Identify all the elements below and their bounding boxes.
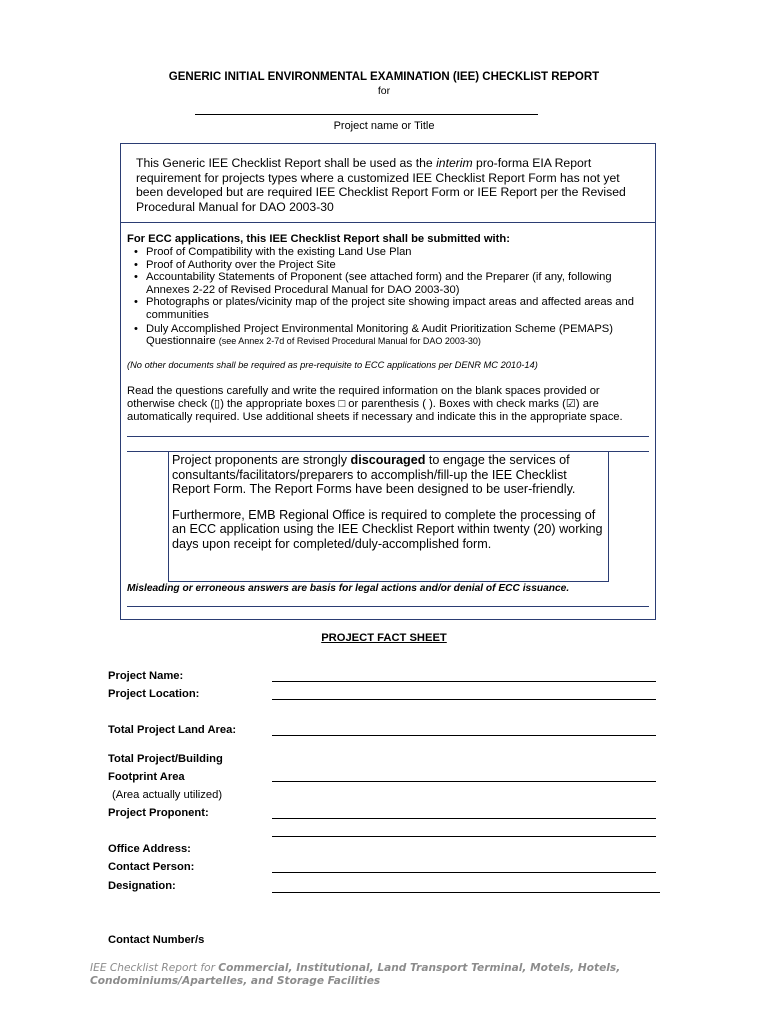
- bullet-icon: •: [134, 271, 138, 284]
- notice-paragraph-1: [172, 453, 606, 497]
- fact-sheet-title-text: PROJECT FACT SHEET: [321, 632, 447, 644]
- footer-prefix: IEE Checklist Report for: [90, 962, 219, 974]
- list-item-small-text: (see Annex 2-7d of Revised Procedural Manual for DAO 2003-30): [218, 336, 481, 347]
- proponent-label: Project Proponent:: [108, 807, 209, 819]
- notice-text-part: to engage the services of consultants/facilitators/preparers to accomplish/fill-up the IEE Checklist Report Form. The Report Forms have been designed to be user-friendly.: [172, 453, 576, 497]
- designation-input-line[interactable]: [272, 892, 660, 893]
- ecc-heading: For ECC applications, this IEE Checklist Report shall be submitted with:: [127, 233, 510, 245]
- list-item-text: Proof of Authority over the Project Site: [146, 258, 336, 271]
- notice-text: [172, 453, 606, 563]
- office-address-label: Office Address:: [108, 843, 191, 855]
- intro-text-2: pro-forma EIA Report requirement for projects types where a customized IEE Checklist Report Form has not yet been developed but are required IEE Checklist Report Form or IEE Report per the Revised Procedural Manual for DAO 2003-30: [136, 156, 626, 214]
- list-item-text: Accountability Statements of Proponent (see attached form) and the Preparer (if any, following Annexes 2-22 of Revised Procedural Manual for DAO 2003-30): [146, 271, 612, 296]
- designation-label: Designation:: [108, 880, 176, 892]
- land-area-label: Total Project Land Area:: [108, 724, 237, 736]
- project-name-field-label: Project Name:: [108, 670, 184, 682]
- proponent-input-line-2[interactable]: [272, 836, 656, 837]
- intro-text-1: This Generic IEE Checklist Report shall be used as the: [136, 156, 437, 170]
- contact-number-label: Contact Number/s: [108, 934, 205, 946]
- instructions-paragraph: Read the questions carefully and write the required information on the blank spaces provided or otherwise check (▯) the appropriate boxes □ or parenthesis ( ). Boxes with check marks (☑) are automatically required. Use additional sheets if necessary and indicate this in the appropriate space.: [127, 385, 623, 423]
- list-item: [127, 323, 647, 348]
- for-text: for: [377, 85, 391, 97]
- page-footer: [90, 962, 710, 988]
- notice-text-part: Project proponents are strongly: [172, 453, 351, 467]
- bullet-icon: •: [134, 296, 138, 309]
- documents-note: (No other documents shall be required as pre-requisite to ECC applications per DENR MC 2010-14): [127, 360, 538, 370]
- notice-paragraph-2: Furthermore, EMB Regional Office is required to complete the processing of an ECC application using the IEE Checklist Report within twenty (20) working days upon receipt for completed/duly-accomplished form.: [172, 507, 603, 551]
- fact-sheet-title: [0, 632, 768, 644]
- proponent-input-line[interactable]: [272, 818, 656, 819]
- ecc-requirements-list: [127, 246, 647, 348]
- project-location-input-line[interactable]: [272, 699, 656, 700]
- bullet-icon: •: [134, 258, 138, 271]
- project-location-label: Project Location:: [108, 688, 200, 700]
- bullet-icon: •: [134, 246, 138, 258]
- separator-line: [127, 606, 649, 607]
- project-name-label: Project name or Title: [333, 120, 435, 132]
- contact-person-input-line[interactable]: [272, 872, 656, 873]
- building-area-input-line[interactable]: [272, 781, 656, 782]
- list-item: [127, 271, 647, 296]
- intro-interim: interim: [436, 156, 473, 170]
- footer-facility-types: Commercial, Institutional, Land Transport Terminal, Motels, Hotels, Condominiums/Apartelles, and Storage Facilities: [90, 962, 621, 987]
- project-name-input-line[interactable]: [272, 681, 656, 682]
- list-item: [127, 296, 647, 321]
- notice-discouraged: discouraged: [350, 453, 426, 467]
- project-name-blank-line: [195, 114, 538, 115]
- bullet-icon: •: [134, 322, 138, 335]
- box-divider: [120, 222, 656, 223]
- separator-line: [127, 436, 649, 437]
- list-item: [127, 246, 647, 259]
- document-title: GENERIC INITIAL ENVIRONMENTAL EXAMINATION (IEE) CHECKLIST REPORT: [168, 71, 600, 83]
- list-item-text: Proof of Compatibility with the existing Land Use Plan: [146, 246, 412, 258]
- warning-text: Misleading or erroneous answers are basis for legal actions and/or denial of ECC issuance.: [127, 583, 570, 594]
- list-item-text: Duly Accomplished Project Environmental Monitoring & Audit Prioritization Scheme (PEMAPS) Questionnaire: [146, 322, 613, 348]
- intro-paragraph: [136, 156, 636, 214]
- list-item: [127, 259, 647, 272]
- building-area-label-line2: Footprint Area: [108, 771, 185, 783]
- area-note: (Area actually utilized): [112, 789, 223, 801]
- contact-person-label: Contact Person:: [108, 861, 195, 873]
- building-area-label-line1: Total Project/Building: [108, 753, 223, 765]
- land-area-input-line[interactable]: [272, 735, 656, 736]
- list-item-text: Photographs or plates/vicinity map of the project site showing impact areas and affected areas and communities: [146, 296, 634, 321]
